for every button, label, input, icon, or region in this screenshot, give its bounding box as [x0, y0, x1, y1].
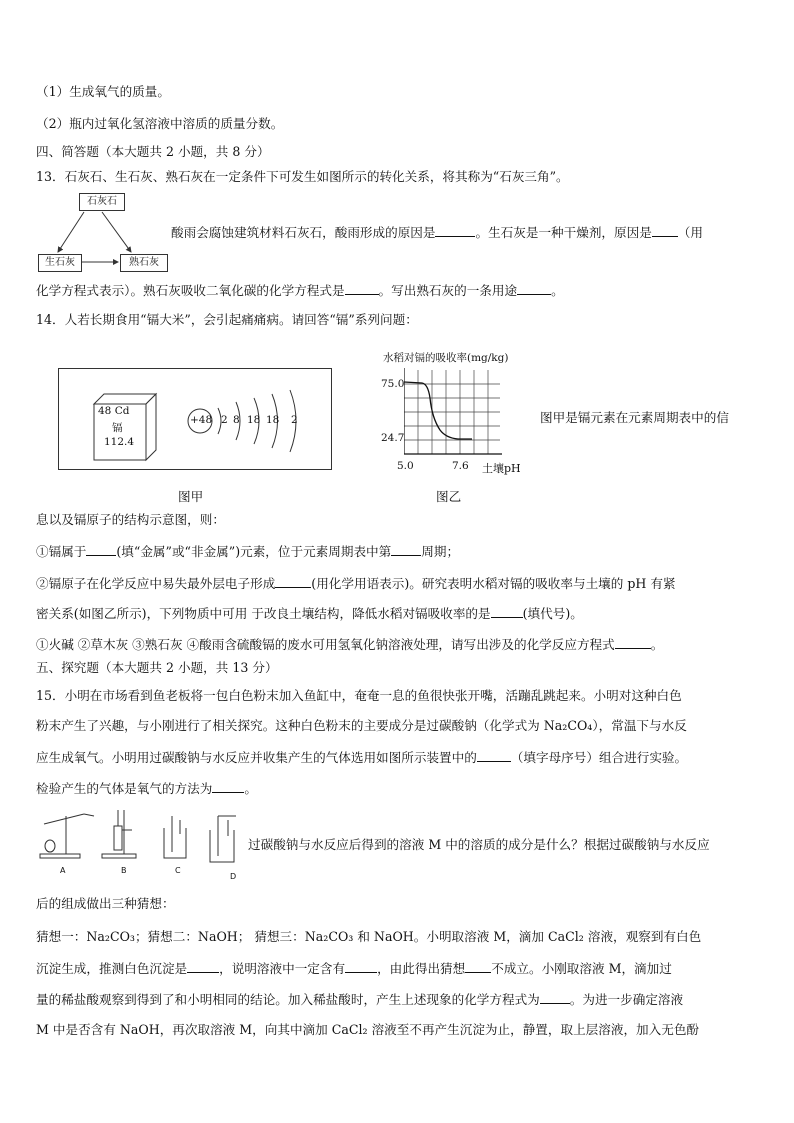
blank-oxygen-test[interactable] [212, 780, 244, 793]
blank-definitely-contains[interactable] [345, 960, 377, 973]
q14-2-text-a: ②镉原子在化学反应中易失最外层电子形成 [36, 576, 276, 591]
q15-9-text-a: 量的稀盐酸观察到得到了和小明相同的结论。加入稀盐酸时，产生上述现象的化学方程式为 [36, 992, 540, 1007]
blank-hypothesis-invalid[interactable] [465, 960, 491, 973]
q13-text-f: 。 [551, 283, 564, 298]
q15-line10: M 中是否含有 NaOH，再次取溶液 M，向其中滴加 CaCl₂ 溶液至不再产生沉淀为止，静置，取上层溶液，加入无色酚 [36, 1022, 700, 1037]
cd-shell-3: 18 [247, 414, 261, 426]
q14-intro: 14．人若长期食用“镉大米”，会引起痛痛病。请回答“镉”系列问题： [36, 312, 418, 327]
blank-apparatus-choice[interactable] [477, 749, 511, 762]
q14-continued: 息以及镉原子的结构示意图，则： [36, 512, 225, 527]
apparatus-b [102, 810, 136, 858]
blank-cd-ion[interactable] [275, 575, 311, 588]
arrow-limestone-to-slakedlime [102, 212, 131, 252]
limestone-box: 石灰石 [79, 193, 125, 211]
q15-line6: 后的组成做出三种猜想： [36, 896, 175, 911]
cd-absorption-chart [404, 368, 504, 458]
q14-1-text-b: (填“金属”或“非金属”)元素，位于元素周期表中第 [116, 544, 392, 559]
apparatus-label-a: A [60, 866, 66, 875]
apparatus-label-c: C [175, 866, 181, 875]
q13-text-e: 。写出熟石灰的一条用途 [378, 283, 518, 298]
q14-2-text-c: 密关系(如图乙所示)，下列物质中可用 于改良土壤结构，降低水稻对镉吸收率的是 [36, 606, 491, 621]
blank-soil-improver[interactable] [491, 605, 523, 618]
blank-desiccant-reason[interactable] [652, 224, 678, 237]
q13-line2 [36, 282, 564, 299]
q15-3-text-a: 应生成氧气。小明用过碳酸钠与水反应并收集产生的气体选用如图所示装置中的 [36, 750, 477, 765]
x-axis-label: 土壤pH [482, 462, 521, 475]
q13-text-c: （用 [677, 225, 703, 240]
q14-part2-line1 [36, 575, 676, 592]
y-tick-24-7: 24.7 [381, 432, 405, 444]
figure-yi-caption: 图乙 [436, 489, 462, 504]
q15-8-text-c: ，由此得出猜想 [377, 961, 466, 976]
apparatus-d [210, 816, 236, 862]
q15-line4 [36, 780, 257, 797]
q15-line7: 猜想一：Na₂CO₃；猜想二：NaOH； 猜想三：Na₂CO₃ 和 NaOH。小明取溶液 M，滴加 CaCl₂ 溶液，观察到有白色 [36, 929, 702, 944]
q15-8-text-b: ，说明溶液中一定含有 [219, 961, 346, 976]
cd-name: 镉 [112, 422, 123, 434]
q15-4-text-b: 。 [244, 781, 257, 796]
section-5-heading: 五、探究题（本大题共 2 小题，共 13 分） [36, 660, 278, 675]
blank-slakedlime-use[interactable] [517, 282, 551, 295]
q15-line2: 粉末产生了兴趣，与小刚进行了相关探究。这种白色粉末的主要成分是过碳酸钠（化学式为 Na₂CO₄），常温下与水反 [36, 718, 687, 733]
periodic-cell-cube [92, 392, 162, 462]
q15-line8 [36, 960, 672, 977]
cd-shell-5: 2 [291, 414, 298, 426]
q14-part2-line2 [36, 605, 583, 622]
q14-side-text: 图甲是镉元素在元素周期表中的信 [540, 410, 729, 425]
figure-jia-caption: 图甲 [178, 489, 204, 504]
cd-shell-1: 2 [221, 414, 228, 426]
q13-intro: 13．石灰石、生石灰、熟石灰在一定条件下可发生如图所示的转化关系，将其称为“石灰三角”。 [36, 169, 569, 184]
apparatus-a [40, 814, 94, 858]
q15-8-text-a: 沉淀生成，推测白色沉淀是 [36, 961, 188, 976]
q14-2-text-b: (用化学用语表示)。研究表明水稻对镉的吸收率与土壤的 pH 有紧 [311, 576, 676, 591]
section-4-heading: 四、简答题（本大题共 2 小题，共 8 分） [36, 144, 270, 159]
q14-1-text-a: ①镉属于 [36, 544, 87, 559]
absorption-curve [404, 382, 472, 439]
blank-white-precipitate[interactable] [187, 960, 219, 973]
cd-cell-header [98, 405, 129, 417]
q14-part1 [36, 543, 459, 560]
q15-3-text-b: （填字母序号）组合进行实验。 [510, 750, 688, 765]
q12-part2: （2）瓶内过氧化氢溶液中溶质的质量分数。 [36, 116, 284, 131]
q14-3-text-a: ①火碱 ②草木灰 ③熟石灰 ④酸雨含硫酸镉的废水可用氢氧化钠溶液处理，请写出涉及的化学反应方程式 [36, 637, 615, 652]
apparatus-label-d: D [230, 872, 237, 881]
quicklime-box: 生石灰 [38, 254, 82, 272]
q12-part1: （1）生成氧气的质量。 [36, 84, 170, 99]
blank-metal-type[interactable] [86, 543, 116, 556]
q14-part3 [36, 636, 663, 653]
q15-9-text-b: 。为进一步确定溶液 [569, 992, 684, 1007]
blank-period[interactable] [391, 543, 421, 556]
q15-line5: 过碳酸钠与水反应后得到的溶液 M 中的溶质的成分是什么？根据过碳酸钠与水反应 [248, 837, 710, 852]
blank-hcl-equation[interactable] [540, 991, 570, 1004]
cd-nucleus-charge: +48 [190, 414, 213, 426]
cd-atomic-mass: 112.4 [104, 436, 135, 448]
blank-acid-rain-cause[interactable] [435, 224, 475, 237]
figure-yi-title: 水稻对镉的吸收率(mg/kg) [383, 352, 509, 364]
cd-shell-2: 8 [233, 414, 240, 426]
apparatus-c [164, 816, 186, 858]
q14-3-text-b: 。 [650, 637, 664, 652]
q13-text-d: 化学方程式表示）。熟石灰吸收二氧化碳的化学方程式是 [36, 283, 345, 298]
q14-2-text-d: (填代号)。 [522, 606, 583, 621]
q15-8-text-d: 不成立。小刚取溶液 M，滴加过 [491, 961, 672, 976]
cd-shell-4: 18 [266, 414, 280, 426]
cd-symbol: Cd [114, 405, 130, 417]
apparatus-label-b: B [121, 866, 127, 875]
q15-line1: 15．小明在市场看到鱼老板将一包白色粉末加入鱼缸中，奄奄一息的鱼很快张开嘴，活蹦乱跳起来。小明对这种白色 [36, 688, 682, 703]
q15-4-text-a: 检验产生的气体是氧气的方法为 [36, 781, 213, 796]
q13-line1 [171, 224, 703, 241]
blank-co2-equation[interactable] [345, 282, 379, 295]
q15-line9 [36, 991, 683, 1008]
blank-cdso4-equation[interactable] [615, 636, 651, 649]
x-tick-5: 5.0 [397, 460, 414, 472]
x-tick-7-6: 7.6 [452, 460, 469, 472]
q15-line3 [36, 749, 687, 766]
slakedlime-box: 熟石灰 [120, 254, 168, 272]
cd-atomic-number: 48 [98, 405, 112, 417]
lab-apparatus-diagram [36, 806, 246, 884]
q13-text-a: 酸雨会腐蚀建筑材料石灰石，酸雨形成的原因是 [171, 225, 436, 240]
arrow-limestone-to-quicklime [58, 212, 84, 252]
q14-1-text-c: 周期； [421, 544, 460, 559]
y-tick-75: 75.0 [381, 378, 405, 390]
q13-text-b: 。生石灰是一种干燥剂，原因是 [475, 225, 652, 240]
